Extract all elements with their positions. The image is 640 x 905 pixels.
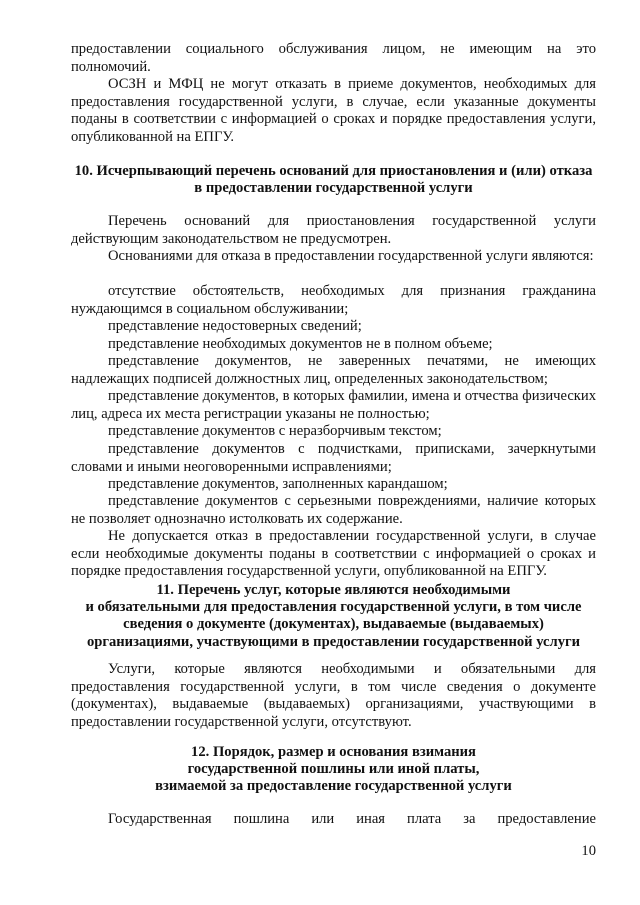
section-12-paragraph-1: Государственная пошлина или иная плата за предоставление bbox=[108, 811, 596, 827]
refusal-item: представление документов с серьезными повреждениями, наличие которых не позволяет однозначно истолковать их содержание. bbox=[71, 493, 596, 527]
section-11-title-line: 11. Перечень услуг, которые являются необходимыми bbox=[156, 582, 511, 598]
refusal-item: представление документов, не заверенных печатями, не имеющих надлежащих подписей должностных лиц, определенных законодательством; bbox=[71, 353, 596, 387]
section-11-paragraph-1: Услуги, которые являются необходимыми и обязательными для предоставления государственной услуги, в том числе сведения о документе (документах), выдаваемые (выдаваемых) организациями, участвующими в предоставлении государственной услуги, отсутствуют. bbox=[71, 661, 596, 730]
section-11-title-line: и обязательными для предоставления государственной услуги, в том числе bbox=[85, 599, 582, 616]
paragraph-oszn-mfc: ОСЗН и МФЦ не могут отказать в приеме документов, необходимых для предоставления государственной услуги, в случае, если указанные документы поданы в соответствии с информацией о сроках и порядке предоставления услуги, опубликованной на ЕПГУ. bbox=[71, 76, 596, 145]
section-10-title: 10. Исчерпывающий перечень оснований для приостановления и (или) отказа в предоставлении государственной услуги bbox=[74, 163, 593, 197]
refusal-item: представление документов, заполненных карандашом; bbox=[108, 476, 448, 492]
refusal-item: представление документов с подчистками, приписками, зачеркнутыми словами и иными неоговоренными исправлениями; bbox=[71, 441, 596, 475]
section-12-title-line: взимаемой за предоставление государственной услуги bbox=[155, 778, 512, 795]
refusal-item: представление документов с неразборчивым текстом; bbox=[108, 423, 442, 439]
paragraph-continuation: предоставлении социального обслуживания лицом, не имеющим на это полномочий. bbox=[71, 41, 596, 75]
refusal-item: представление документов, в которых фамилии, имена и отчества физических лиц, адреса их места регистрации указаны не полностью; bbox=[71, 388, 596, 422]
section-12-title bbox=[71, 744, 596, 796]
section-11-title-line: организациями, участвующими в предоставлении государственной услуги bbox=[86, 633, 581, 650]
section-11-title-line: сведения о документе (документах), выдаваемые (выдаваемых) bbox=[123, 616, 544, 633]
page-number: 10 bbox=[581, 843, 596, 859]
section-11-title bbox=[71, 582, 596, 651]
refusal-item: представление необходимых документов не в полном объеме; bbox=[108, 336, 493, 352]
section-12-title-line: государственной пошлины или иной платы, bbox=[187, 761, 480, 778]
section-10-paragraph-1: Перечень оснований для приостановления государственной услуги действующим законодательством не предусмотрен. bbox=[71, 213, 596, 247]
refusal-item: представление недостоверных сведений; bbox=[108, 318, 362, 334]
section-12-title-line: 12. Порядок, размер и основания взимания bbox=[191, 744, 476, 760]
refusal-item: отсутствие обстоятельств, необходимых для признания гражданина нуждающимся в социальном обслуживании; bbox=[71, 283, 596, 317]
section-10-paragraph-2: Основаниями для отказа в предоставлении государственной услуги являются: bbox=[108, 248, 594, 264]
section-10-paragraph-3: Не допускается отказ в предоставлении государственной услуги, в случае если необходимые документы поданы в соответствии с информацией о сроках и порядке предоставления государственной услуги, опубликованной на ЕПГУ. bbox=[71, 528, 596, 580]
